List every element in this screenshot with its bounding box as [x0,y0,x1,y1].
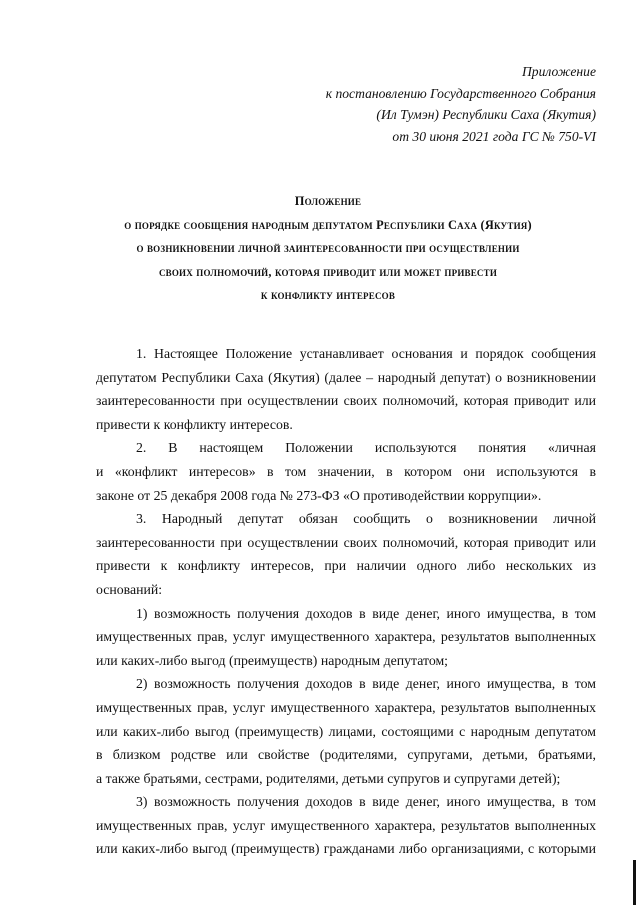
appendix-date-number: от 30 июня 2021 года ГС № 750-VI [392,128,596,144]
text-line: привести к конфликту интересов, при наличии одного либо нескольких из [96,558,596,574]
text-line: заинтересованности при осуществлении своих полномочий, которая приводит или [96,534,596,550]
text-line: 3. Народный депутат обязан сообщить о возникновении личной [136,511,596,527]
text-line: 2. В настоящем Положении используются понятия «личная [136,440,596,456]
list-item-3 [96,790,596,861]
title-line-2: о порядке сообщения народным депутатом Республики Саха (Якутия) [124,217,532,232]
paragraph-1 [96,342,596,436]
text-line: или каких-либо выгод (преимуществ) народным депутатом; [96,652,449,668]
text-line: 3) возможность получения доходов в виде денег, иного имущества, в том [136,794,596,810]
text-line: 2) возможность получения доходов в виде денег, иного имущества, в том [136,676,596,692]
title-line-3: о возникновении личной заинтересованности при осуществлении [136,241,520,255]
text-line: законе от 25 декабря 2008 года № 273-ФЗ «О противодействии коррупции». [96,487,542,503]
text-line: имущественных прав, услуг имущественного характера, результатов выполненных [96,699,596,715]
text-line: имущественных прав, услуг имущественного характера, результатов выполненных [96,817,596,833]
document-body [96,342,596,861]
title-line-4: своих полномочий, которая приводит или может привести [158,264,498,279]
text-line: оснований: [96,581,163,597]
paragraph-3 [96,507,596,601]
paragraph-2 [96,436,596,507]
document-title [60,190,596,308]
appendix-parliament: (Ил Тумэн) Республики Саха (Якутия) [376,107,596,122]
title-line-5: к конфликту интересов [260,288,396,302]
text-line: и «конфликт интересов» в том значении, в котором они используются в [96,463,596,479]
appendix-resolution: к постановлению Государственного Собрания [325,85,596,101]
text-line: имущественных прав, услуг имущественного характера, результатов выполненных [96,629,596,645]
text-line: или каких-либо выгод (преимуществ) лицами, состоящими с народным депутатом [96,723,596,739]
text-line: в близком родстве или свойстве (родителями, супругами, детьми, братьями, [96,747,596,763]
text-line: заинтересованности при осуществлении своих полномочий, которая приводит или [96,393,596,409]
text-line: 1) возможность получения доходов в виде денег, иного имущества, в том [136,605,596,621]
text-line: или каких-либо выгод (преимуществ) гражданами либо организациями, с которыми [96,841,596,857]
scan-edge-mark [633,860,636,905]
text-line: привести к конфликту интересов. [96,416,293,432]
text-line: а также братьями, сестрами, родителями, детьми супругов и супругами детей); [96,770,561,786]
list-item-2 [96,672,596,790]
text-line: 1. Настоящее Положение устанавливает основания и порядок сообщения [136,346,596,361]
title-line-1: Положение [294,194,362,208]
text-line: депутатом Республики Саха (Якутия) (далее – народный депутат) о возникновении [96,369,596,385]
appendix-header [326,61,596,147]
appendix-label: Приложение [521,64,596,79]
list-item-1 [96,602,596,673]
